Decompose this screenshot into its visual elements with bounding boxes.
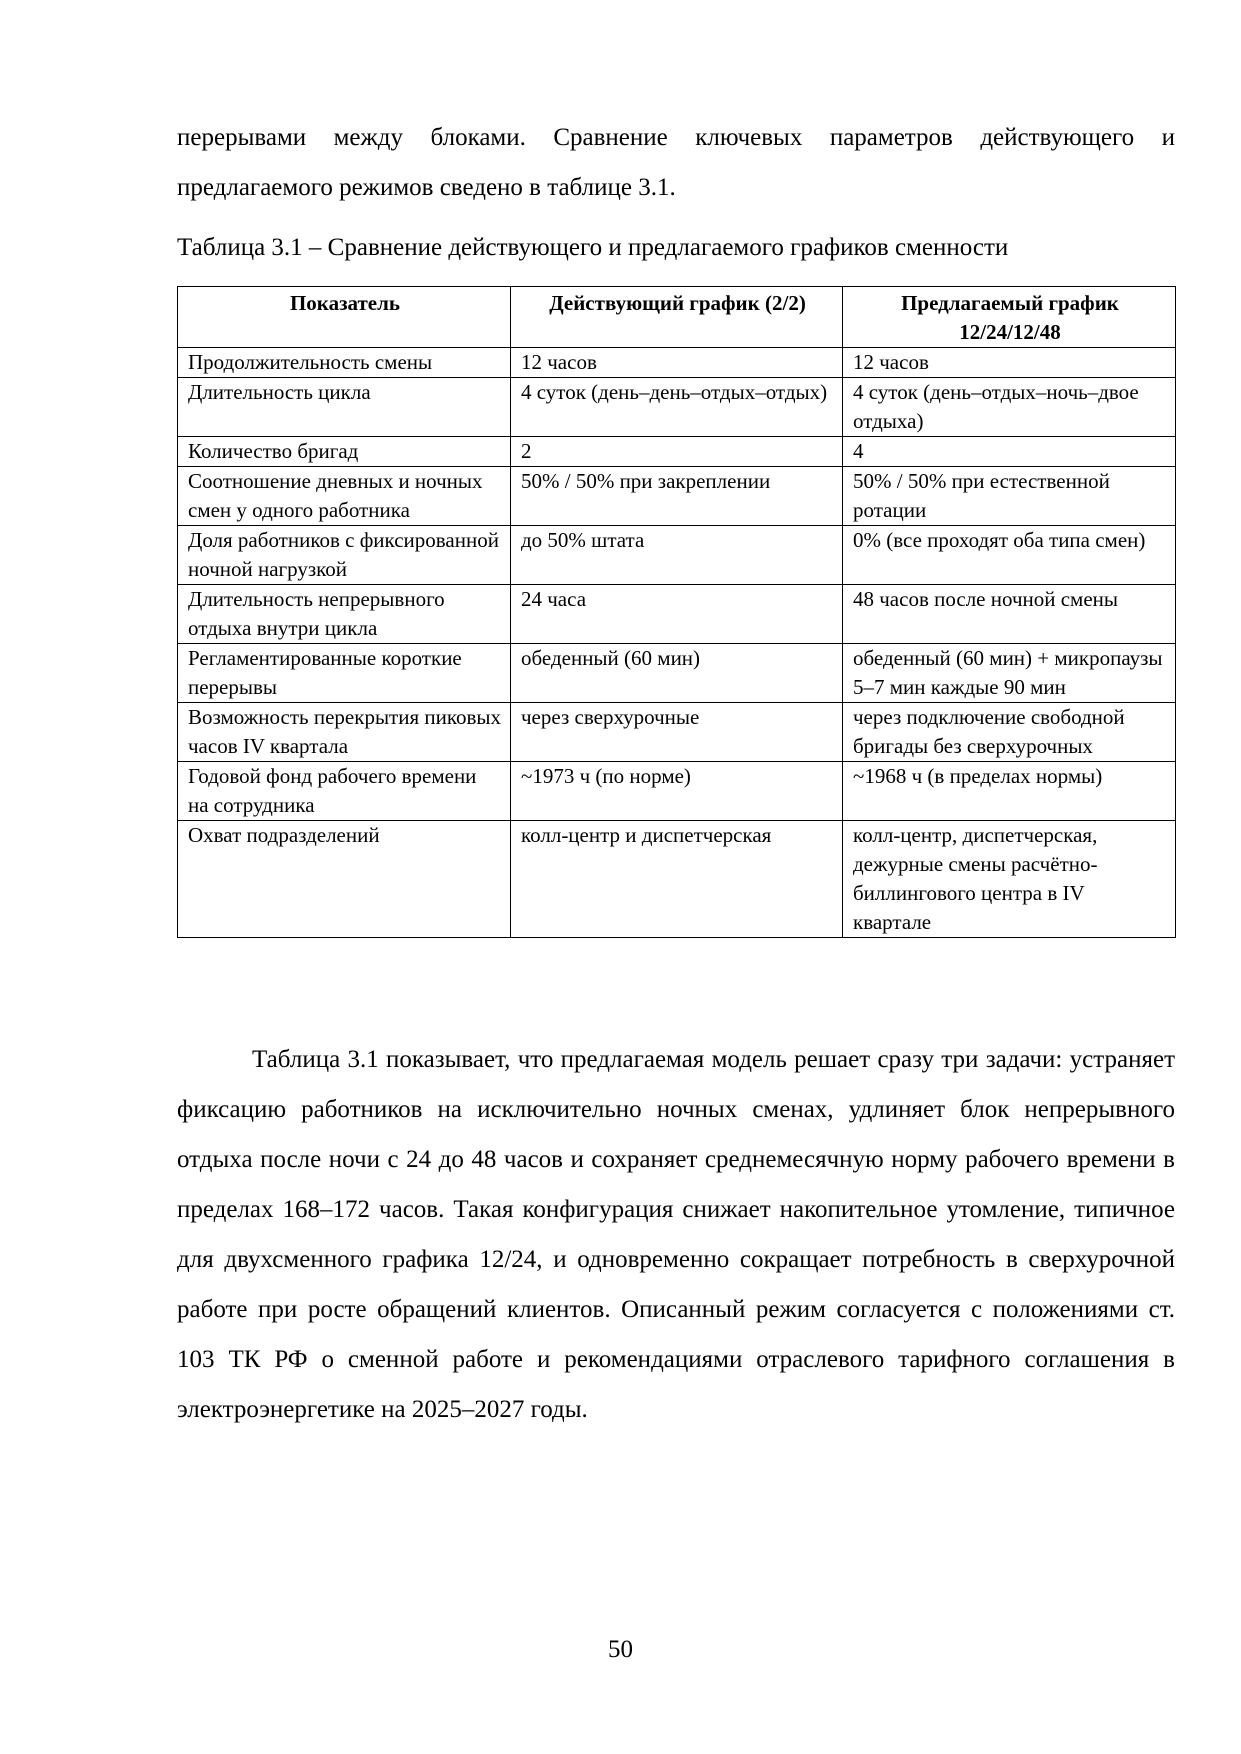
cell-proposed: 4 суток (день–отдых–ночь–двое отдыха) (843, 378, 1176, 437)
table-row (178, 644, 1176, 703)
table-row (178, 821, 1176, 938)
cell-current: 2 (511, 437, 843, 467)
table-header-row (178, 287, 1176, 348)
cell-indicator: Продолжительность смены (178, 348, 511, 378)
paragraph-bottom: Таблица 3.1 показывает, что предлагаемая модель решает сразу три задачи: устраняет фиксацию работников на исключительно ночных сменах, удлиняет блок непрерывного отдыха после ночи с 24 до 48 часов и сохраняет среднемесячную норму рабочего времени в пределах 168–172 часов. Такая конфигурация снижает накопительное утомление, типичное для двухсменного графика 12/24, и одновременно сокращает потребность в сверхурочной работе при росте обращений клиентов. Описанный режим согласуется с положениями ст. 103 ТК РФ о сменной работе и рекомендациями отраслевого тарифного соглашения в электроэнергетике на 2025–2027 годы. (177, 1046, 1175, 1423)
table-row (178, 437, 1176, 467)
cell-indicator: Длительность непрерывного отдыха внутри цикла (178, 585, 511, 644)
cell-current: обеденный (60 мин) (511, 644, 843, 703)
table-caption: Таблица 3.1 – Сравнение действующего и предлагаемого графиков сменности (177, 234, 1009, 261)
cell-indicator: Длительность цикла (178, 378, 511, 437)
cell-indicator: Возможность перекрытия пиковых часов IV квартала (178, 703, 511, 762)
cell-proposed: обеденный (60 мин) + микропаузы 5–7 мин каждые 90 мин (843, 644, 1176, 703)
cell-proposed: колл-центр, диспетчерская, дежурные смены расчётно-биллингового центра в IV квартале (843, 821, 1176, 938)
cell-indicator: Количество бригад (178, 437, 511, 467)
paragraph-top-line-2: предлагаемого режимов сведено в таблице 3.1. (177, 174, 676, 201)
table-row (178, 762, 1176, 821)
cell-proposed: ~1968 ч (в пределах нормы) (843, 762, 1176, 821)
page-number: 50 (608, 1636, 633, 1663)
header-proposed-schedule: Предлагаемый график 12/24/12/48 (843, 287, 1176, 348)
cell-current: ~1973 ч (по норме) (511, 762, 843, 821)
cell-proposed: 50% / 50% при естественной ротации (843, 467, 1176, 526)
table-row (178, 526, 1176, 585)
cell-current: колл-центр и диспетчерская (511, 821, 843, 938)
cell-current: 24 часа (511, 585, 843, 644)
table-row (178, 585, 1176, 644)
table-row (178, 703, 1176, 762)
cell-indicator: Доля работников с фиксированной ночной нагрузкой (178, 526, 511, 585)
cell-proposed: 48 часов после ночной смены (843, 585, 1176, 644)
table-row (178, 348, 1176, 378)
comparison-table (177, 286, 1176, 938)
table-row (178, 467, 1176, 526)
cell-indicator: Охват подразделений (178, 821, 511, 938)
cell-current: через сверхурочные (511, 703, 843, 762)
cell-current: до 50% штата (511, 526, 843, 585)
header-indicator: Показатель (178, 287, 511, 348)
cell-proposed: 12 часов (843, 348, 1176, 378)
cell-current: 12 часов (511, 348, 843, 378)
cell-proposed: 4 (843, 437, 1176, 467)
cell-indicator: Регламентированные короткие перерывы (178, 644, 511, 703)
cell-proposed: 0% (все проходят оба типа смен) (843, 526, 1176, 585)
cell-indicator: Соотношение дневных и ночных смен у одного работника (178, 467, 511, 526)
cell-current: 4 суток (день–день–отдых–отдых) (511, 378, 843, 437)
table-row (178, 378, 1176, 437)
paragraph-top-line-1: перерывами между блоками. Сравнение ключевых параметров действующего и (177, 124, 1175, 151)
paragraph-top (177, 113, 1175, 213)
header-current-schedule: Действующий график (2/2) (511, 287, 843, 348)
cell-proposed: через подключение свободной бригады без сверхурочных (843, 703, 1176, 762)
cell-current: 50% / 50% при закреплении (511, 467, 843, 526)
cell-indicator: Годовой фонд рабочего времени на сотрудника (178, 762, 511, 821)
